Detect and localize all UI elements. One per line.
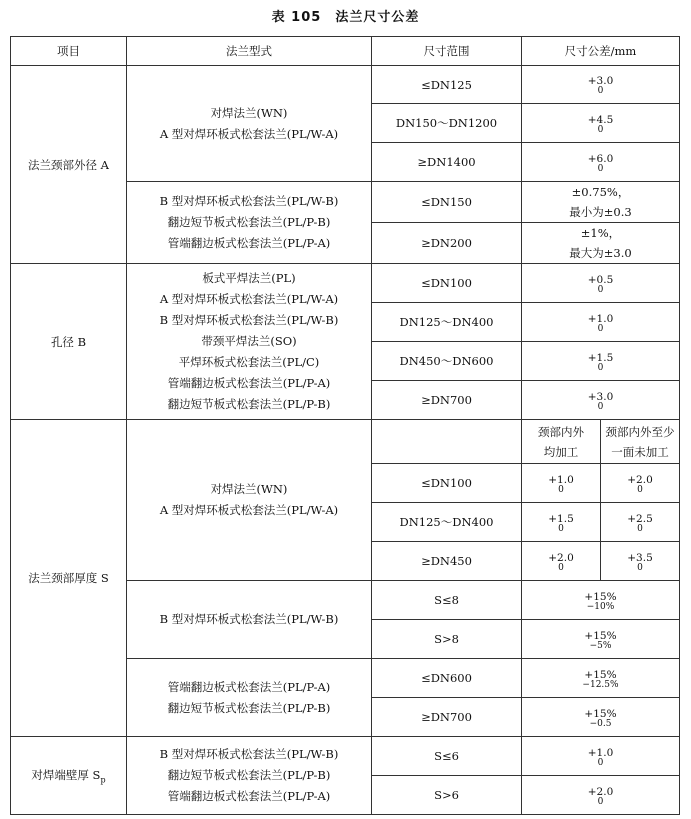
tolerance-cell: +15% −5% bbox=[522, 620, 680, 659]
tolerance-cell: +4.5 0 bbox=[522, 104, 680, 143]
header-type: 法兰型式 bbox=[127, 37, 372, 66]
range-cell: DN150～DN1200 bbox=[372, 104, 522, 143]
type-cell: B 型对焊环板式松套法兰(PL/W-B) 翻边短节板式松套法兰(PL/P-B) 管端翻边板式松套法兰(PL/P-A) bbox=[127, 737, 372, 815]
range-cell: S>8 bbox=[372, 620, 522, 659]
range-cell: S≤6 bbox=[372, 737, 522, 776]
tolerance-cell: ±1%， 最大为±3.0 bbox=[522, 223, 680, 264]
type-cell: 管端翻边板式松套法兰(PL/P-A) 翻边短节板式松套法兰(PL/P-B) bbox=[127, 659, 372, 737]
range-cell: S≤8 bbox=[372, 581, 522, 620]
tolerance-cell: +1.5 0 bbox=[522, 503, 601, 542]
header-item: 项目 bbox=[11, 37, 127, 66]
range-cell: DN450～DN600 bbox=[372, 342, 522, 381]
tolerance-cell: +15% −0.5 bbox=[522, 698, 680, 737]
header-tolerance: 尺寸公差/mm bbox=[522, 37, 680, 66]
table-title: 表 105 法兰尺寸公差 bbox=[271, 10, 420, 25]
header-row bbox=[11, 37, 680, 66]
tolerance-cell: +3.5 0 bbox=[601, 542, 680, 581]
range-cell: ≥DN450 bbox=[372, 542, 522, 581]
tolerance-cell: +1.0 0 bbox=[522, 737, 680, 776]
sub-header-unmachined: 颈部内外至少 一面未加工 bbox=[601, 420, 680, 464]
tolerance-cell: +15% −10% bbox=[522, 581, 680, 620]
range-cell bbox=[372, 420, 522, 464]
tolerance-cell: +1.0 0 bbox=[522, 464, 601, 503]
range-cell: ≥DN1400 bbox=[372, 143, 522, 182]
tolerance-cell: +0.5 0 bbox=[522, 264, 680, 303]
tolerance-cell: +1.5 0 bbox=[522, 342, 680, 381]
range-cell: ≤DN100 bbox=[372, 464, 522, 503]
tolerance-table bbox=[10, 36, 680, 815]
table-row bbox=[11, 420, 680, 464]
range-cell: ≤DN125 bbox=[372, 66, 522, 104]
tolerance-cell: +3.0 0 bbox=[522, 381, 680, 420]
header-range: 尺寸范围 bbox=[372, 37, 522, 66]
type-cell: 对焊法兰(WN) A 型对焊环板式松套法兰(PL/W-A) bbox=[127, 420, 372, 581]
type-cell: B 型对焊环板式松套法兰(PL/W-B) bbox=[127, 581, 372, 659]
table-row bbox=[11, 264, 680, 303]
range-cell: S>6 bbox=[372, 776, 522, 815]
range-cell: ≥DN200 bbox=[372, 223, 522, 264]
item-cell: 对焊端壁厚 $S_p$ bbox=[11, 737, 127, 815]
range-cell: ≤DN100 bbox=[372, 264, 522, 303]
tolerance-cell: +6.0 0 bbox=[522, 143, 680, 182]
tolerance-cell: +2.0 0 bbox=[522, 542, 601, 581]
tolerance-cell: +2.0 0 bbox=[601, 464, 680, 503]
range-cell: ≤DN150 bbox=[372, 182, 522, 223]
type-cell: 板式平焊法兰(PL) A 型对焊环板式松套法兰(PL/W-A) B 型对焊环板式松套法兰(PL/W-B) 带颈平焊法兰(SO) 平焊环板式松套法兰(PL/C) 管端翻边板式松套法兰(PL/P-A) 翻边短节板式松套法兰(PL/P-B) bbox=[127, 264, 372, 420]
tolerance-cell: +1.0 0 bbox=[522, 303, 680, 342]
tolerance-cell: ±0.75%， 最小为±0.3 bbox=[522, 182, 680, 223]
table-row bbox=[11, 66, 680, 104]
tolerance-cell: +15% −12.5% bbox=[522, 659, 680, 698]
tolerance-cell: +2.0 0 bbox=[522, 776, 680, 815]
item-cell: 法兰颈部外径 A bbox=[11, 66, 127, 264]
range-cell: DN125～DN400 bbox=[372, 303, 522, 342]
table-row bbox=[11, 737, 680, 776]
type-cell: B 型对焊环板式松套法兰(PL/W-B) 翻边短节板式松套法兰(PL/P-B) 管端翻边板式松套法兰(PL/P-A) bbox=[127, 182, 372, 264]
item-cell: 法兰颈部厚度 S bbox=[11, 420, 127, 737]
type-cell: 对焊法兰(WN) A 型对焊环板式松套法兰(PL/W-A) bbox=[127, 66, 372, 182]
range-cell: ≥DN700 bbox=[372, 698, 522, 737]
range-cell: DN125～DN400 bbox=[372, 503, 522, 542]
tolerance-cell: +3.0 0 bbox=[522, 66, 680, 104]
item-cell: 孔径 B bbox=[11, 264, 127, 420]
sub-header-machined: 颈部内外 均加工 bbox=[522, 420, 601, 464]
range-cell: ≥DN700 bbox=[372, 381, 522, 420]
range-cell: ≤DN600 bbox=[372, 659, 522, 698]
tolerance-cell: +2.5 0 bbox=[601, 503, 680, 542]
